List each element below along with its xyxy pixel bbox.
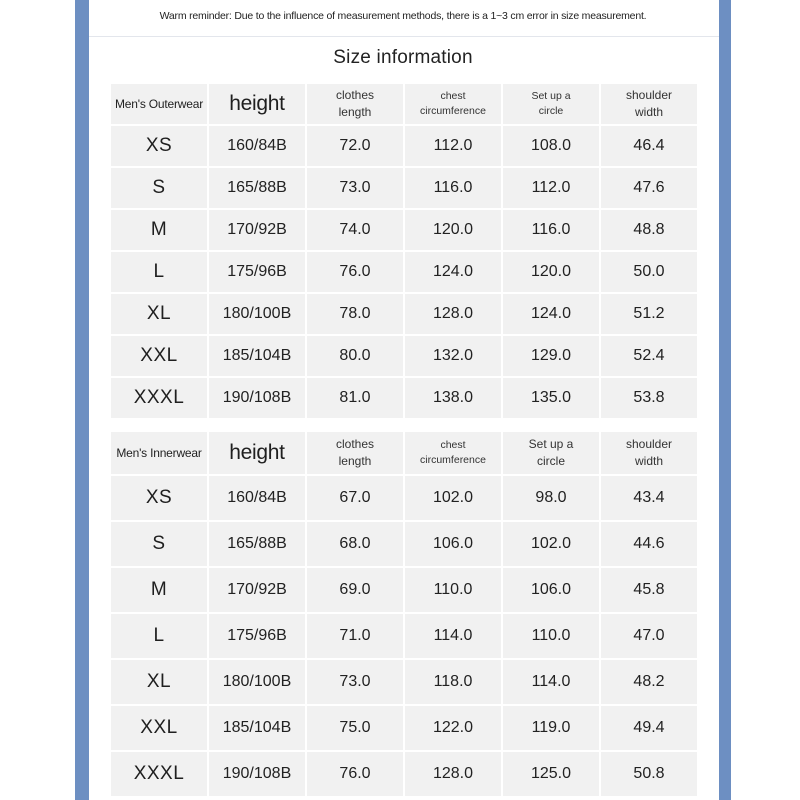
innerwear-category-label: Men's Innerwear [111, 432, 207, 474]
clothes-length-cell: 81.0 [307, 378, 403, 418]
shoulder-width-cell: 48.8 [601, 210, 697, 250]
height-cell: 165/88B [209, 522, 305, 566]
clothes-length-cell: 73.0 [307, 660, 403, 704]
shoulder-width-cell: 52.4 [601, 336, 697, 376]
clothes-length-column-header [307, 432, 403, 474]
size-cell: XL [111, 294, 207, 334]
shoulder-column-header [601, 432, 697, 474]
height-cell: 160/84B [209, 476, 305, 520]
size-cell: XXL [111, 336, 207, 376]
shoulder-width-cell: 43.4 [601, 476, 697, 520]
shoulder-width-cell: 47.6 [601, 168, 697, 208]
setup-circle-cell: 106.0 [503, 568, 599, 612]
setup-circle-cell: 124.0 [503, 294, 599, 334]
clothes-length-cell: 67.0 [307, 476, 403, 520]
table-header-row [111, 84, 697, 124]
table-header-row [111, 432, 697, 474]
table-row [111, 706, 697, 750]
size-cell: XXXL [111, 378, 207, 418]
size-information-title: Size information [333, 47, 473, 68]
outerwear-size-table [109, 82, 699, 420]
clothes-length-cell: 78.0 [307, 294, 403, 334]
table-row [111, 752, 697, 796]
clothes-length-cell: 80.0 [307, 336, 403, 376]
chest-cell: 138.0 [405, 378, 501, 418]
height-cell: 190/108B [209, 752, 305, 796]
setup-circle-cell: 125.0 [503, 752, 599, 796]
setup-circle-cell: 116.0 [503, 210, 599, 250]
table-row [111, 126, 697, 166]
shoulder-column-header [601, 84, 697, 124]
clothes-length-header-text: clothes length [335, 437, 375, 468]
height-cell: 170/92B [209, 210, 305, 250]
size-cell: S [111, 168, 207, 208]
height-cell: 165/88B [209, 168, 305, 208]
shoulder-width-cell: 44.6 [601, 522, 697, 566]
table-row [111, 336, 697, 376]
shoulder-width-cell: 51.2 [601, 294, 697, 334]
height-cell: 175/96B [209, 252, 305, 292]
size-cell: M [111, 568, 207, 612]
setup-circle-cell: 129.0 [503, 336, 599, 376]
top-divider [89, 36, 719, 37]
height-cell: 175/96B [209, 614, 305, 658]
clothes-length-cell: 72.0 [307, 126, 403, 166]
setup-circle-cell: 119.0 [503, 706, 599, 750]
size-cell: S [111, 522, 207, 566]
shoulder-width-cell: 46.4 [601, 126, 697, 166]
size-cell: L [111, 252, 207, 292]
table-row [111, 210, 697, 250]
shoulder-width-cell: 48.2 [601, 660, 697, 704]
size-cell: XXL [111, 706, 207, 750]
chest-column-header [405, 432, 501, 474]
size-cell: M [111, 210, 207, 250]
height-column-header: height [209, 432, 305, 474]
left-frame-border [75, 0, 89, 800]
height-cell: 180/100B [209, 660, 305, 704]
chest-header-text: chest circumference [420, 439, 486, 466]
clothes-length-cell: 68.0 [307, 522, 403, 566]
clothes-length-cell: 71.0 [307, 614, 403, 658]
chest-column-header [405, 84, 501, 124]
chest-cell: 116.0 [405, 168, 501, 208]
setup-circle-cell: 98.0 [503, 476, 599, 520]
shoulder-header-text: shoulder width [625, 437, 673, 468]
setup-circle-cell: 102.0 [503, 522, 599, 566]
innerwear-size-table [109, 430, 699, 798]
right-frame-border [719, 0, 731, 800]
shoulder-width-cell: 53.8 [601, 378, 697, 418]
setup-circle-cell: 110.0 [503, 614, 599, 658]
chest-cell: 122.0 [405, 706, 501, 750]
setup-circle-column-header [503, 84, 599, 124]
table-row [111, 568, 697, 612]
setup-circle-cell: 108.0 [503, 126, 599, 166]
table-row [111, 476, 697, 520]
setup-circle-header-text: Set up a circle [528, 437, 574, 468]
setup-circle-cell: 114.0 [503, 660, 599, 704]
shoulder-width-cell: 49.4 [601, 706, 697, 750]
chest-cell: 112.0 [405, 126, 501, 166]
chest-cell: 110.0 [405, 568, 501, 612]
size-cell: XL [111, 660, 207, 704]
setup-circle-cell: 112.0 [503, 168, 599, 208]
clothes-length-column-header [307, 84, 403, 124]
clothes-length-cell: 74.0 [307, 210, 403, 250]
shoulder-width-cell: 50.0 [601, 252, 697, 292]
clothes-length-cell: 69.0 [307, 568, 403, 612]
size-cell: L [111, 614, 207, 658]
height-cell: 185/104B [209, 706, 305, 750]
table-row [111, 168, 697, 208]
height-column-header: height [209, 84, 305, 124]
size-cell: XS [111, 126, 207, 166]
clothes-length-cell: 76.0 [307, 252, 403, 292]
outerwear-category-label: Men's Outerwear [111, 84, 207, 124]
table-row [111, 252, 697, 292]
shoulder-width-cell: 47.0 [601, 614, 697, 658]
chest-cell: 128.0 [405, 752, 501, 796]
table-row [111, 378, 697, 418]
setup-circle-header-text: Set up a circle [531, 90, 571, 117]
height-cell: 190/108B [209, 378, 305, 418]
setup-circle-cell: 135.0 [503, 378, 599, 418]
chest-cell: 106.0 [405, 522, 501, 566]
chest-cell: 132.0 [405, 336, 501, 376]
height-cell: 160/84B [209, 126, 305, 166]
shoulder-width-cell: 45.8 [601, 568, 697, 612]
table-row [111, 614, 697, 658]
chest-cell: 118.0 [405, 660, 501, 704]
warm-reminder-note: Warm reminder: Due to the influence of measurement methods, there is a 1~3 cm error in size measurement. [159, 10, 647, 22]
chest-cell: 114.0 [405, 614, 501, 658]
chest-cell: 124.0 [405, 252, 501, 292]
clothes-length-cell: 75.0 [307, 706, 403, 750]
height-cell: 170/92B [209, 568, 305, 612]
size-cell: XS [111, 476, 207, 520]
size-cell: XXXL [111, 752, 207, 796]
chest-cell: 128.0 [405, 294, 501, 334]
setup-circle-column-header [503, 432, 599, 474]
table-row [111, 294, 697, 334]
chest-header-text: chest circumference [420, 90, 486, 117]
shoulder-header-text: shoulder width [625, 88, 673, 119]
setup-circle-cell: 120.0 [503, 252, 599, 292]
clothes-length-header-text: clothes length [335, 88, 375, 119]
clothes-length-cell: 76.0 [307, 752, 403, 796]
table-row [111, 660, 697, 704]
height-cell: 180/100B [209, 294, 305, 334]
shoulder-width-cell: 50.8 [601, 752, 697, 796]
chest-cell: 102.0 [405, 476, 501, 520]
chest-cell: 120.0 [405, 210, 501, 250]
clothes-length-cell: 73.0 [307, 168, 403, 208]
table-row [111, 522, 697, 566]
height-cell: 185/104B [209, 336, 305, 376]
